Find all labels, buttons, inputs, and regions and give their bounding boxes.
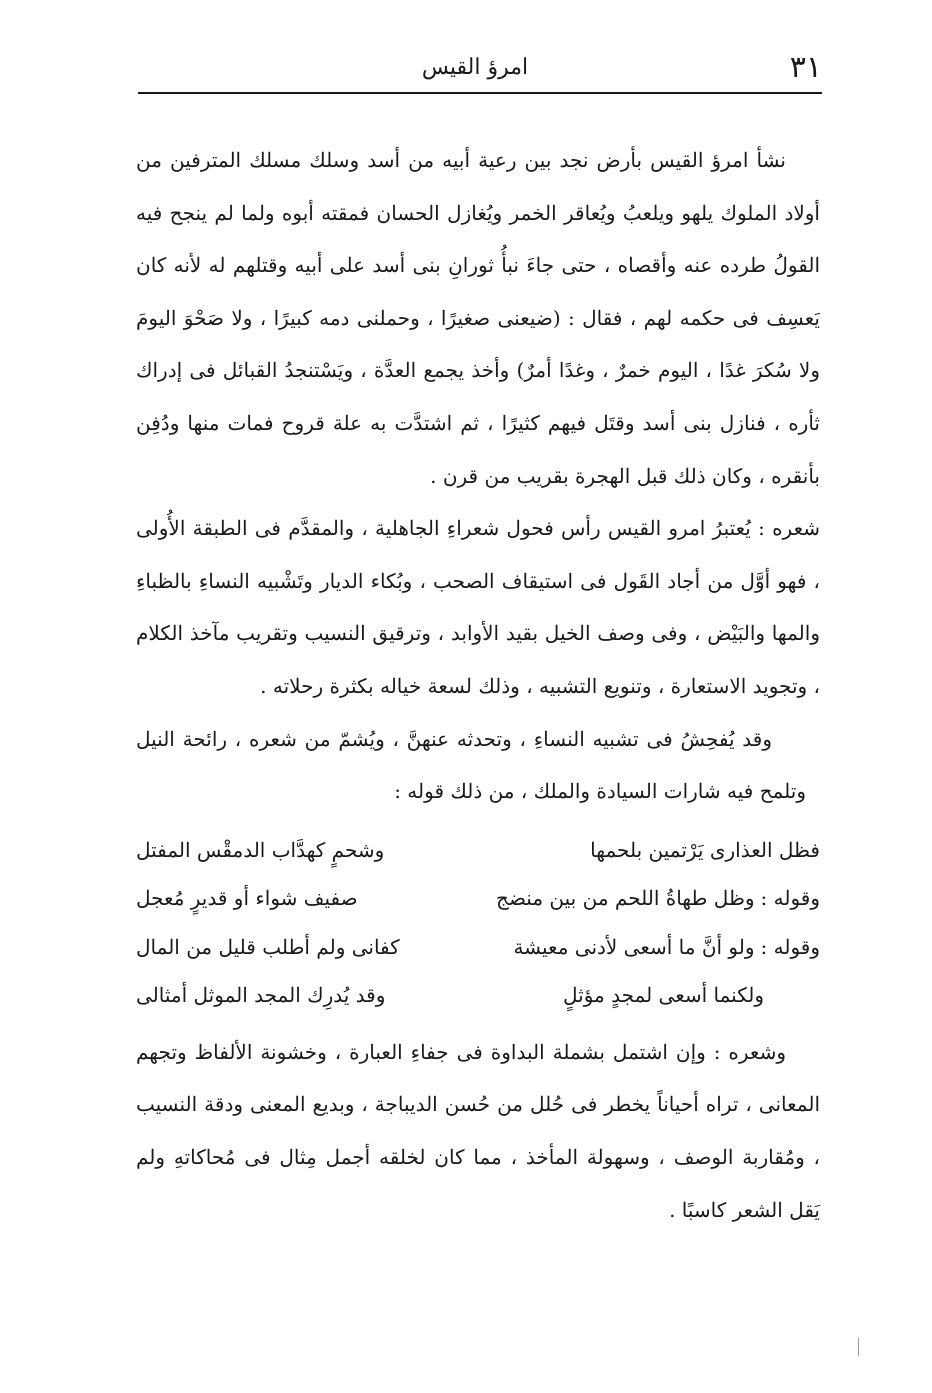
verse-intro: وقوله :	[760, 886, 820, 911]
verse-second-hemistich: وقد يُدرِك المجد الموثل أمثالى	[136, 983, 386, 1008]
verse-line	[136, 923, 820, 972]
verse-first-hemistich	[496, 874, 820, 923]
verse-first-hemistich	[513, 923, 820, 972]
paragraph-obscenity: وقد يُفحِشُ فى تشبيه النساءِ ، وتحدثه عنهنَّ ، ويُشمّ من شعره ، رائحة النيل وتلمح فيه شارات السيادة والملك ، من ذلك قوله :	[136, 726, 806, 804]
paragraph-poetry-rank: شعره : يُعتبرُ امرو القيس رأس فحول شعراءِ الجاهلية ، والمقدَّم فى الطبقة الأُولى ، فهو أوَّل من أجاد القَول فى استيقاف الصحب ، وبُكاء الديار وتَشْبيه النساءِ بالظباءِ والمها والبَيْض ، وفى وصف الخيل بقيد الأوابد ، وترقيق النسيب وتقريب مآخذ الكلام ، وتجويد الاستعارة ، وتنويع التشبيه ، وذلك لسعة خياله بكثرة رحلاته .	[136, 516, 820, 698]
page-number: ٣١	[789, 50, 822, 85]
verse-first-hemistich: فظل العذارى يَرْتمين بلحمها	[590, 837, 820, 862]
verse-second-hemistich: وشحمٍ كهدَّاب الدمقْس المفتل	[136, 837, 385, 862]
body-text	[136, 134, 820, 1236]
verse-line	[136, 826, 820, 875]
verse-line	[136, 971, 820, 1020]
running-title: امرؤ القيس	[421, 55, 529, 80]
verse-line	[136, 874, 820, 923]
verse-first-text: ولو أنَّ ما أسعى لأدنى معيشة	[513, 934, 755, 959]
page-header	[128, 48, 822, 94]
scan-mark	[858, 1338, 859, 1356]
verse-second-hemistich: كفانى ولم أطلب قليل من المال	[136, 934, 400, 959]
paragraph-biography: نشأ امرؤ القيس بأرض نجد بين رعية أبيه من أسد وسلك مسلك المترفين من أولاد الملوك يلهو ويلعبُ ويُعاقر الخمر ويُغازل الحسان فمقته أبوه ولما لم ينجح فيه القولُ طرده عنه وأقصاه ، حتى جاءَ نبأُ ثورانِ بنى أسد على أبيه وقتلهم له لأنه كان يَعسِف فى حكمه لهم ، فقال : (ضيعنى صغيرًا ، وحملنى دمه كبيرًا ، ولا صَحْوَ اليومَ ولا سُكرَ غدًا ، اليوم خمرٌ ، وغدًا أمرٌ) وأخذ يجمع العدَّة ، ويَسْتنجدُ القبائل فى إدراك ثأره ، فنازل بنى أسد وقتَل فيهم كثيرًا ، ثم اشتدَّت به علة قروح فمات منها ودُفِن بأنقره ، وكان ذلك قبل الهجرة بقريب من قرن .	[136, 148, 820, 488]
verse-first-hemistich: ولكنما أسعى لمجدٍ مؤثلٍ	[562, 983, 764, 1008]
header-rule	[138, 92, 822, 94]
verse-first-text: وظل طهاةُ اللحم من بين منضج	[496, 886, 755, 911]
paragraph-style: وشعره : وإن اشتمل بشملة البداوة فى جفاءِ العبارة ، وخشونة الألفاظ وتجهم المعانى ، تراه أحياناً يخطر فى حُلل من حُسن الديباجة ، وبديع المعنى ودقة النسيب ، ومُقاربة الوصف ، وسهولة المأخذ ، مما كان لخلقه أجمل مِثال فى مُحاكاتهِ ولم يَقل الشعر كاسبًا .	[136, 1039, 820, 1222]
verse-second-hemistich: صفيف شواء أو قديرٍ مُعجل	[136, 886, 358, 911]
verse-intro: وقوله :	[760, 934, 820, 959]
poem-verses	[136, 826, 820, 1020]
